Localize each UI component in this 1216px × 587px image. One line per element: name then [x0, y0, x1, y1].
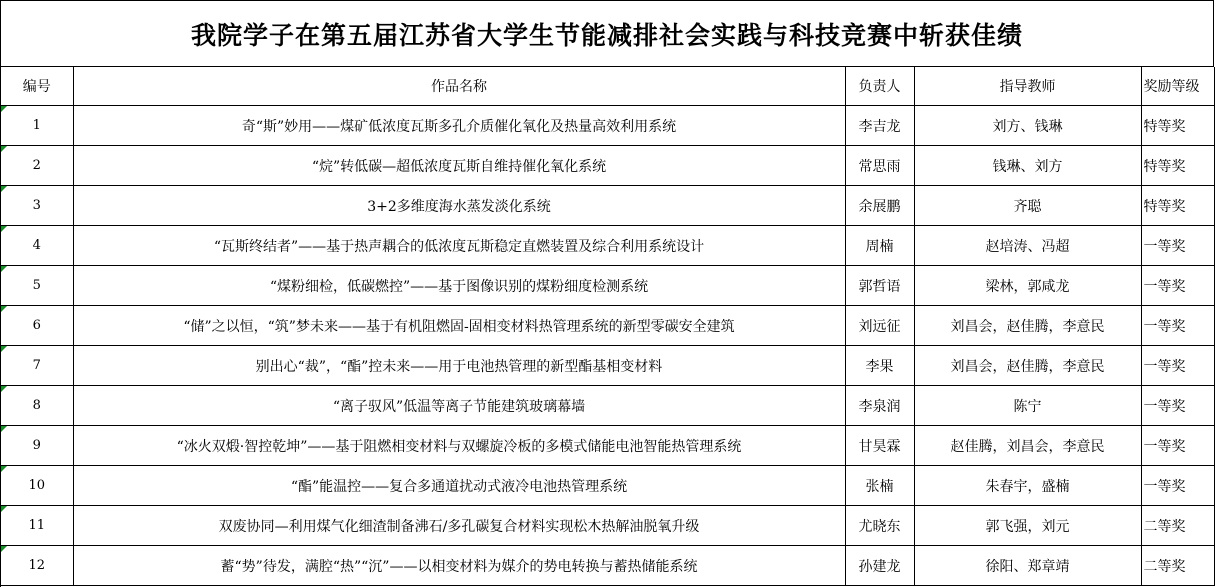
cell-work[interactable]	[73, 346, 845, 386]
cell-award-text: 一等奖	[1143, 358, 1186, 375]
cell-award[interactable]	[1141, 346, 1214, 386]
cell-advisor-text: 郭飞强，刘元	[985, 518, 1070, 535]
cell-advisor[interactable]	[914, 266, 1141, 306]
cell-no-text: 2	[32, 158, 41, 173]
cell-advisor[interactable]	[914, 506, 1141, 546]
table-row	[1, 426, 1214, 466]
cell-advisor-text: 刘昌会，赵佳腾，李意民	[950, 358, 1105, 375]
table-row	[1, 546, 1214, 586]
cell-no[interactable]	[1, 546, 73, 586]
cell-no-text: 7	[32, 358, 41, 373]
cell-no[interactable]	[1, 266, 73, 306]
table-row	[1, 466, 1214, 506]
cell-leader-text: 李吉龙	[858, 118, 901, 135]
cell-no[interactable]	[1, 346, 73, 386]
cell-award-text: 一等奖	[1143, 398, 1186, 415]
cell-no-text: 12	[28, 558, 46, 573]
cell-leader-text: 张楠	[865, 478, 894, 495]
cell-work[interactable]	[73, 386, 845, 426]
text-number-warning-flag-icon	[1, 426, 7, 432]
cell-advisor[interactable]	[914, 306, 1141, 346]
cell-work[interactable]	[73, 226, 845, 266]
table-row	[1, 266, 1214, 306]
cell-work[interactable]	[73, 546, 845, 586]
cell-no[interactable]	[1, 426, 73, 466]
text-number-warning-flag-icon	[1, 546, 7, 552]
cell-leader-text: 周楠	[865, 238, 894, 255]
cell-award-text: 特等奖	[1143, 118, 1186, 135]
cell-no[interactable]	[1, 186, 73, 226]
cell-leader-text: 郭哲语	[858, 278, 901, 295]
cell-work-text: “离子驭风”低温等离子节能建筑玻璃幕墙	[332, 398, 586, 415]
cell-work-text: 奇“斯”妙用——煤矿低浓度瓦斯多孔介质催化氧化及热量高效利用系统	[241, 118, 677, 135]
header-advisor: 指导教师	[914, 67, 1141, 106]
table-row	[1, 106, 1214, 146]
cell-no-text: 1	[32, 118, 41, 133]
header-leader: 负责人	[845, 67, 914, 106]
cell-award[interactable]	[1141, 106, 1214, 146]
cell-work[interactable]	[73, 266, 845, 306]
cell-leader[interactable]	[845, 506, 914, 546]
cell-no-text: 8	[32, 398, 41, 413]
cell-advisor-text: 陈宁	[1013, 398, 1042, 415]
table-row	[1, 306, 1214, 346]
cell-no-text: 5	[32, 278, 41, 293]
table-row	[1, 506, 1214, 546]
cell-award[interactable]	[1141, 426, 1214, 466]
text-number-warning-flag-icon	[1, 306, 7, 312]
cell-advisor[interactable]	[914, 426, 1141, 466]
text-number-warning-flag-icon	[1, 266, 7, 272]
cell-work[interactable]	[73, 506, 845, 546]
text-number-warning-flag-icon	[1, 226, 7, 232]
table-header-row	[1, 67, 1214, 106]
cell-leader-text: 尤晓东	[858, 518, 901, 535]
cell-advisor-text: 刘方、钱琳	[992, 118, 1063, 135]
page-title: 我院学子在第五届江苏省大学生节能减排社会实践与科技竞赛中斩获佳绩	[1, 0, 1214, 67]
awards-table	[1, 67, 1215, 586]
table-row	[1, 146, 1214, 186]
cell-leader-text: 孙建龙	[858, 558, 901, 575]
cell-work-text: 蓄“势”待发，满腔“热”“沉”——以相变材料为媒介的势电转换与蓄热储能系统	[220, 558, 698, 575]
table-row	[1, 346, 1214, 386]
text-number-warning-flag-icon	[1, 346, 7, 352]
cell-work-text: “瓦斯终结者”——基于热声耦合的低浓度瓦斯稳定直燃装置及综合利用系统设计	[213, 238, 705, 255]
cell-award-text: 一等奖	[1143, 478, 1186, 495]
cell-no[interactable]	[1, 146, 73, 186]
cell-no[interactable]	[1, 306, 73, 346]
cell-work[interactable]	[73, 146, 845, 186]
cell-work-text: 双废协同—利用煤气化细渣制备沸石/多孔碳复合材料实现松木热解油脱氧升级	[218, 518, 700, 535]
cell-leader-text: 甘昊霖	[858, 438, 901, 455]
cell-award-text: 二等奖	[1143, 558, 1186, 575]
cell-leader[interactable]	[845, 266, 914, 306]
cell-leader-text: 刘远征	[858, 318, 901, 335]
cell-advisor-text: 赵佳腾，刘昌会，李意民	[950, 438, 1105, 455]
cell-leader[interactable]	[845, 226, 914, 266]
cell-work[interactable]	[73, 466, 845, 506]
table-row	[1, 386, 1214, 426]
cell-leader-text: 李泉润	[858, 398, 901, 415]
cell-work-text: “煤粉细检，低碳燃控”——基于图像识别的煤粉细度检测系统	[269, 278, 649, 295]
cell-award-text: 一等奖	[1143, 278, 1186, 295]
text-number-warning-flag-icon	[1, 186, 7, 192]
cell-work[interactable]	[73, 426, 845, 466]
cell-award-text: 一等奖	[1143, 438, 1186, 455]
text-number-warning-flag-icon	[1, 386, 7, 392]
cell-leader[interactable]	[845, 186, 914, 226]
cell-award[interactable]	[1141, 146, 1214, 186]
cell-advisor-text: 刘昌会，赵佳腾，李意民	[950, 318, 1105, 335]
text-number-warning-flag-icon	[1, 106, 7, 112]
cell-advisor-text: 朱春宇，盛楠	[985, 478, 1070, 495]
cell-leader-text: 常思雨	[858, 158, 901, 175]
cell-award[interactable]	[1141, 306, 1214, 346]
cell-leader[interactable]	[845, 426, 914, 466]
cell-leader[interactable]	[845, 466, 914, 506]
cell-work[interactable]	[73, 306, 845, 346]
cell-leader[interactable]	[845, 386, 914, 426]
cell-work-text: “冰火双煅·智控乾坤”——基于阻燃相变材料与双螺旋冷板的多模式储能电池智能热管理系统	[176, 438, 742, 455]
cell-no[interactable]	[1, 506, 73, 546]
cell-work-text: “酯”能温控——复合多通道扰动式液冷电池热管理系统	[290, 478, 628, 495]
cell-leader[interactable]	[845, 306, 914, 346]
cell-no-text: 10	[28, 478, 46, 493]
cell-award-text: 二等奖	[1143, 518, 1186, 535]
cell-award[interactable]	[1141, 186, 1214, 226]
cell-advisor[interactable]	[914, 466, 1141, 506]
cell-advisor[interactable]	[914, 346, 1141, 386]
table-row	[1, 226, 1214, 266]
cell-work[interactable]	[73, 186, 845, 226]
cell-award[interactable]	[1141, 266, 1214, 306]
cell-no-text: 3	[32, 198, 41, 213]
cell-leader[interactable]	[845, 106, 914, 146]
table-row	[1, 186, 1214, 226]
cell-leader[interactable]	[845, 546, 914, 586]
cell-work[interactable]	[73, 106, 845, 146]
cell-award[interactable]	[1141, 506, 1214, 546]
cell-no-text: 9	[32, 438, 41, 453]
cell-award-text: 一等奖	[1143, 318, 1186, 335]
header-work: 作品名称	[73, 67, 845, 106]
cell-advisor[interactable]	[914, 186, 1141, 226]
cell-advisor-text: 梁林，郭咸龙	[985, 278, 1070, 295]
cell-no[interactable]	[1, 386, 73, 426]
cell-advisor[interactable]	[914, 106, 1141, 146]
cell-advisor-text: 赵培涛、冯超	[985, 238, 1070, 255]
cell-award-text: 特等奖	[1143, 198, 1186, 215]
cell-award[interactable]	[1141, 466, 1214, 506]
cell-advisor[interactable]	[914, 546, 1141, 586]
cell-award[interactable]	[1141, 226, 1214, 266]
cell-work-text: 别出心“裁”，“酯”控未来——用于电池热管理的新型酯基相变材料	[255, 358, 663, 375]
cell-advisor[interactable]	[914, 146, 1141, 186]
text-number-warning-flag-icon	[1, 146, 7, 152]
cell-advisor-text: 徐阳、郑章靖	[985, 558, 1070, 575]
header-no: 编号	[1, 67, 73, 106]
cell-no[interactable]	[1, 226, 73, 266]
cell-no[interactable]	[1, 466, 73, 506]
text-number-warning-flag-icon	[1, 466, 7, 472]
cell-advisor[interactable]	[914, 226, 1141, 266]
cell-award-text: 特等奖	[1143, 158, 1186, 175]
cell-award-text: 一等奖	[1143, 238, 1186, 255]
cell-leader-text: 余展鹏	[858, 198, 901, 215]
cell-no[interactable]	[1, 106, 73, 146]
cell-advisor[interactable]	[914, 386, 1141, 426]
cell-leader-text: 李果	[865, 358, 894, 375]
cell-award[interactable]	[1141, 546, 1214, 586]
cell-award[interactable]	[1141, 386, 1214, 426]
cell-no-text: 11	[28, 518, 46, 533]
text-number-warning-flag-icon	[1, 506, 7, 512]
cell-work-text: 3+2多维度海水蒸发淡化系统	[367, 198, 551, 215]
cell-work-text: “烷”转低碳—超低浓度瓦斯自维持催化氧化系统	[311, 158, 607, 175]
cell-no-text: 4	[32, 238, 41, 253]
cell-leader[interactable]	[845, 346, 914, 386]
cell-no-text: 6	[32, 318, 41, 333]
cell-advisor-text: 齐聪	[1013, 198, 1042, 215]
cell-advisor-text: 钱琳、刘方	[992, 158, 1063, 175]
header-award: 奖励等级	[1141, 67, 1214, 106]
cell-leader[interactable]	[845, 146, 914, 186]
cell-work-text: “储”之以恒，“筑”梦未来——基于有机阻燃固-固相变材料热管理系统的新型零碳安全建筑	[183, 318, 735, 335]
